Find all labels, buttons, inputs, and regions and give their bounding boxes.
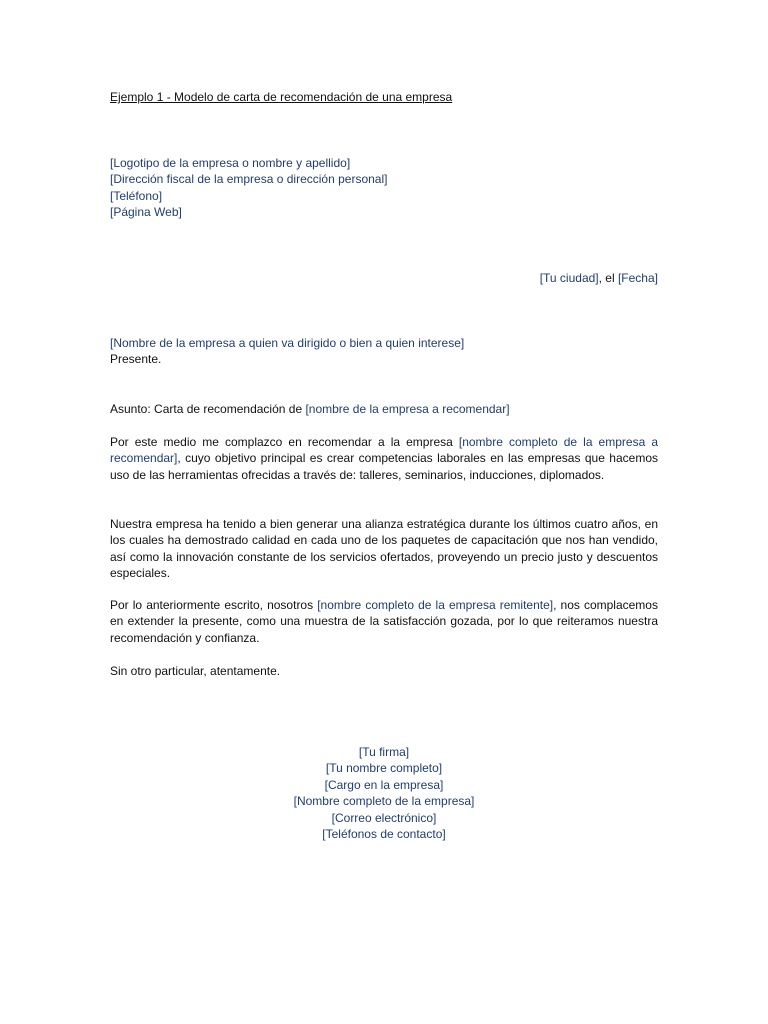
subject-label: Asunto: Carta de recomendación de	[110, 402, 306, 416]
paragraph-1-part-1: Por este medio me complazco en recomendar a la empresa	[110, 435, 459, 449]
paragraph-2: Nuestra empresa ha tenido a bien generar una alianza estratégica durante los últimos cuatro años, en los cuales ha demostrado calidad en cada uno de los paquetes de capacitación que nos han vendido, así como la innovación constante de los servicios ofertados, proveyendo un precio justo y descuentos especiales.	[110, 517, 658, 581]
paragraph-3-part-1: Por lo anteriormente escrito, nosotros	[110, 598, 318, 612]
recipient-presente: Presente.	[110, 352, 162, 367]
dateline-date: [Fecha]	[617, 271, 658, 285]
paragraph-3-part-2: , nos complacemos en extender la presente, como una muestra de la satisfacción gozada, por lo que reiteramos nuestra recomendación y confianza.	[110, 598, 658, 645]
paragraph-3-placeholder: [nombre completo de la empresa remitente]	[317, 598, 554, 612]
signature-firma: [Tu firma]	[358, 745, 410, 759]
dateline-city: [Tu ciudad]	[539, 271, 599, 285]
subject-placeholder: [nombre de la empresa a recomendar]	[305, 402, 510, 416]
sender-block	[110, 155, 658, 221]
paragraph-1-placeholder: [nombre completo de la empresa a recomendar]	[110, 435, 658, 466]
recipient-name: [Nombre de la empresa a quien va dirigido o bien a quien interese]	[110, 336, 465, 350]
paragraph-3	[110, 597, 658, 646]
subject-line	[110, 401, 658, 417]
signature-correo: [Correo electrónico]	[331, 810, 437, 825]
closing-line: Sin otro particular, atentamente.	[110, 664, 281, 678]
paragraph-1-part-2: , cuyo objetivo principal es crear competencias laborales en las empresas que hacemos uso de las herramientas ofrecidas a través de: talleres, seminarios, inducciones, diplomados.	[110, 451, 658, 482]
signature-nombre: [Tu nombre completo]	[325, 761, 443, 776]
signature-block	[110, 744, 658, 842]
document-heading: Ejemplo 1 - Modelo de carta de recomendación de una empresa	[110, 90, 453, 104]
dateline	[110, 270, 658, 286]
sender-web: [Página Web]	[110, 205, 182, 220]
sender-phone: [Teléfono]	[110, 188, 163, 203]
sender-logo: [Logotipo de la empresa o nombre y apellido]	[110, 156, 351, 170]
recipient-block	[110, 335, 658, 368]
paragraph-1	[110, 434, 658, 483]
signature-cargo: [Cargo en la empresa]	[324, 777, 444, 792]
signature-empresa: [Nombre completo de la empresa]	[293, 794, 475, 809]
dateline-separator: , el	[598, 271, 618, 285]
signature-telefonos: [Teléfonos de contacto]	[322, 827, 446, 842]
sender-address: [Dirección fiscal de la empresa o dirección personal]	[110, 172, 388, 187]
